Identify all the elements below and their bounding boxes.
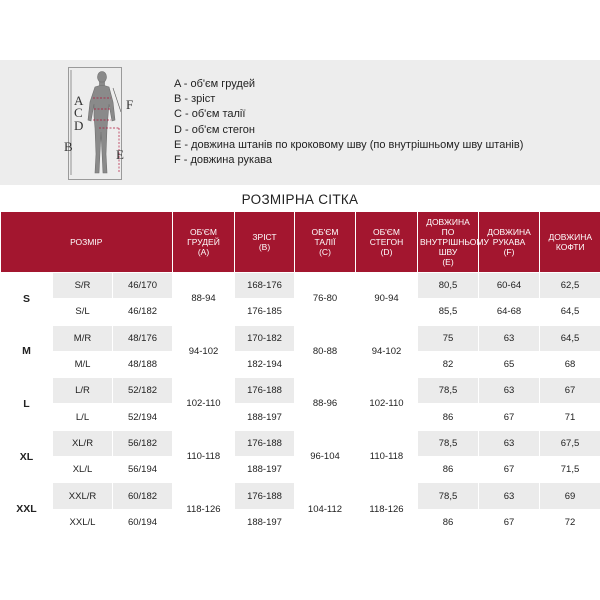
jacket-length-cell: 72 bbox=[540, 509, 600, 535]
table-row bbox=[1, 325, 600, 351]
height-cell: 168-176 bbox=[235, 273, 295, 299]
header-jacket-length: ДОВЖИНА КОФТИ bbox=[540, 212, 600, 273]
size-fit-cell: 52/194 bbox=[113, 404, 173, 430]
size-code-cell: XXL/R bbox=[53, 483, 113, 509]
figure-letter-f: F bbox=[126, 97, 134, 112]
chest-cell: 110-118 bbox=[173, 430, 235, 483]
legend-item: A - об'єм грудей bbox=[174, 78, 256, 90]
table-header-row bbox=[1, 212, 600, 273]
sleeve-cell: 63 bbox=[479, 430, 540, 456]
waist-cell: 88-96 bbox=[295, 378, 356, 431]
table-row bbox=[1, 483, 600, 509]
size-code-cell: M/L bbox=[53, 351, 113, 377]
measurement-legend bbox=[174, 77, 523, 168]
header-sleeve: ДОВЖИНА РУКАВА (F) bbox=[479, 212, 540, 273]
sleeve-cell: 67 bbox=[479, 404, 540, 430]
size-fit-cell: 60/182 bbox=[113, 483, 173, 509]
inseam-cell: 75 bbox=[418, 325, 479, 351]
size-code-cell: S/L bbox=[53, 299, 113, 325]
sleeve-cell: 65 bbox=[479, 351, 540, 377]
sleeve-cell: 63 bbox=[479, 325, 540, 351]
header-hips: ОБ'ЄМ СТЕГОН (D) bbox=[356, 212, 418, 273]
hips-cell: 110-118 bbox=[356, 430, 418, 483]
inseam-cell: 86 bbox=[418, 509, 479, 535]
figure-letter-c: C bbox=[74, 105, 83, 120]
sleeve-cell: 67 bbox=[479, 457, 540, 483]
size-fit-cell: 60/194 bbox=[113, 509, 173, 535]
waist-cell: 80-88 bbox=[295, 325, 356, 378]
size-label-cell: XXL bbox=[1, 483, 53, 536]
chest-cell: 88-94 bbox=[173, 273, 235, 326]
height-cell: 182-194 bbox=[235, 351, 295, 377]
inseam-cell: 86 bbox=[418, 404, 479, 430]
size-label-cell: XL bbox=[1, 430, 53, 483]
jacket-length-cell: 68 bbox=[540, 351, 600, 377]
size-fit-cell: 46/170 bbox=[113, 273, 173, 299]
height-cell: 188-197 bbox=[235, 509, 295, 535]
size-code-cell: XL/R bbox=[53, 430, 113, 456]
waist-cell: 76-80 bbox=[295, 273, 356, 326]
jacket-length-cell: 62,5 bbox=[540, 273, 600, 299]
size-code-cell: XXL/L bbox=[53, 509, 113, 535]
table-row bbox=[1, 273, 600, 299]
figure-letter-e: E bbox=[116, 147, 124, 162]
hips-cell: 90-94 bbox=[356, 273, 418, 326]
height-cell: 188-197 bbox=[235, 404, 295, 430]
figure-letter-a: A bbox=[74, 93, 84, 108]
inseam-cell: 78,5 bbox=[418, 430, 479, 456]
inseam-cell: 86 bbox=[418, 457, 479, 483]
jacket-length-cell: 69 bbox=[540, 483, 600, 509]
size-table-body bbox=[1, 273, 600, 536]
size-label-cell: M bbox=[1, 325, 53, 378]
legend-item: F - довжина рукава bbox=[174, 154, 273, 167]
size-code-cell: S/R bbox=[53, 273, 113, 299]
inseam-cell: 80,5 bbox=[418, 273, 479, 299]
jacket-length-cell: 71,5 bbox=[540, 457, 600, 483]
sleeve-cell: 63 bbox=[479, 378, 540, 404]
waist-cell: 104-112 bbox=[295, 483, 356, 536]
inseam-cell: 78,5 bbox=[418, 483, 479, 509]
height-cell: 176-188 bbox=[235, 378, 295, 404]
sleeve-cell: 63 bbox=[479, 483, 540, 509]
jacket-length-cell: 67 bbox=[540, 378, 600, 404]
jacket-length-cell: 67,5 bbox=[540, 430, 600, 456]
size-fit-cell: 56/194 bbox=[113, 457, 173, 483]
header-inseam: ДОВЖИНА ПО ВНУТРІШНЬОМУ ШВУ (E) bbox=[418, 212, 479, 273]
header-size: РОЗМІР bbox=[1, 212, 173, 273]
jacket-length-cell: 64,5 bbox=[540, 299, 600, 325]
jacket-length-cell: 71 bbox=[540, 404, 600, 430]
sleeve-cell: 67 bbox=[479, 509, 540, 535]
height-cell: 176-188 bbox=[235, 483, 295, 509]
size-code-cell: XL/L bbox=[53, 457, 113, 483]
waist-cell: 96-104 bbox=[295, 430, 356, 483]
size-fit-cell: 48/188 bbox=[113, 351, 173, 377]
size-label-cell: L bbox=[1, 378, 53, 431]
height-cell: 176-188 bbox=[235, 430, 295, 456]
size-fit-cell: 52/182 bbox=[113, 378, 173, 404]
sleeve-cell: 60-64 bbox=[479, 273, 540, 299]
size-chart-table bbox=[0, 212, 600, 536]
legend-item: E - довжина штанів по кроковому шву (по внутрішньому шву штанів) bbox=[174, 138, 524, 151]
inseam-cell: 78,5 bbox=[418, 378, 479, 404]
height-cell: 188-197 bbox=[235, 457, 295, 483]
page-title: РОЗМІРНА СІТКА bbox=[241, 192, 359, 207]
table-row bbox=[1, 378, 600, 404]
table-row bbox=[1, 430, 600, 456]
height-cell: 170-182 bbox=[235, 325, 295, 351]
size-code-cell: L/L bbox=[53, 404, 113, 430]
header-waist: ОБ'ЄМ ТАЛІЇ (C) bbox=[295, 212, 356, 273]
size-code-cell: M/R bbox=[53, 325, 113, 351]
header-chest: ОБ'ЄМ ГРУДЕЙ (A) bbox=[173, 212, 235, 273]
chest-cell: 94-102 bbox=[173, 325, 235, 378]
chest-cell: 118-126 bbox=[173, 483, 235, 536]
header-height: ЗРІСТ (B) bbox=[235, 212, 295, 273]
inseam-cell: 82 bbox=[418, 351, 479, 377]
legend-item: C - об'єм талії bbox=[174, 108, 246, 121]
figure-letter-d: D bbox=[74, 118, 84, 133]
jacket-length-cell: 64,5 bbox=[540, 325, 600, 351]
legend-item: B - зріст bbox=[174, 93, 216, 106]
inseam-cell: 85,5 bbox=[418, 299, 479, 325]
height-cell: 176-185 bbox=[235, 299, 295, 325]
hips-cell: 118-126 bbox=[356, 483, 418, 536]
size-fit-cell: 56/182 bbox=[113, 430, 173, 456]
sleeve-cell: 64-68 bbox=[479, 299, 540, 325]
legend-item: D - об'єм стегон bbox=[174, 123, 255, 136]
chest-cell: 102-110 bbox=[173, 378, 235, 431]
size-fit-cell: 48/176 bbox=[113, 325, 173, 351]
size-label-cell: S bbox=[1, 273, 53, 326]
figure-letter-b: B bbox=[64, 139, 73, 154]
size-code-cell: L/R bbox=[53, 378, 113, 404]
hips-cell: 102-110 bbox=[356, 378, 418, 431]
size-fit-cell: 46/182 bbox=[113, 299, 173, 325]
hips-cell: 94-102 bbox=[356, 325, 418, 378]
